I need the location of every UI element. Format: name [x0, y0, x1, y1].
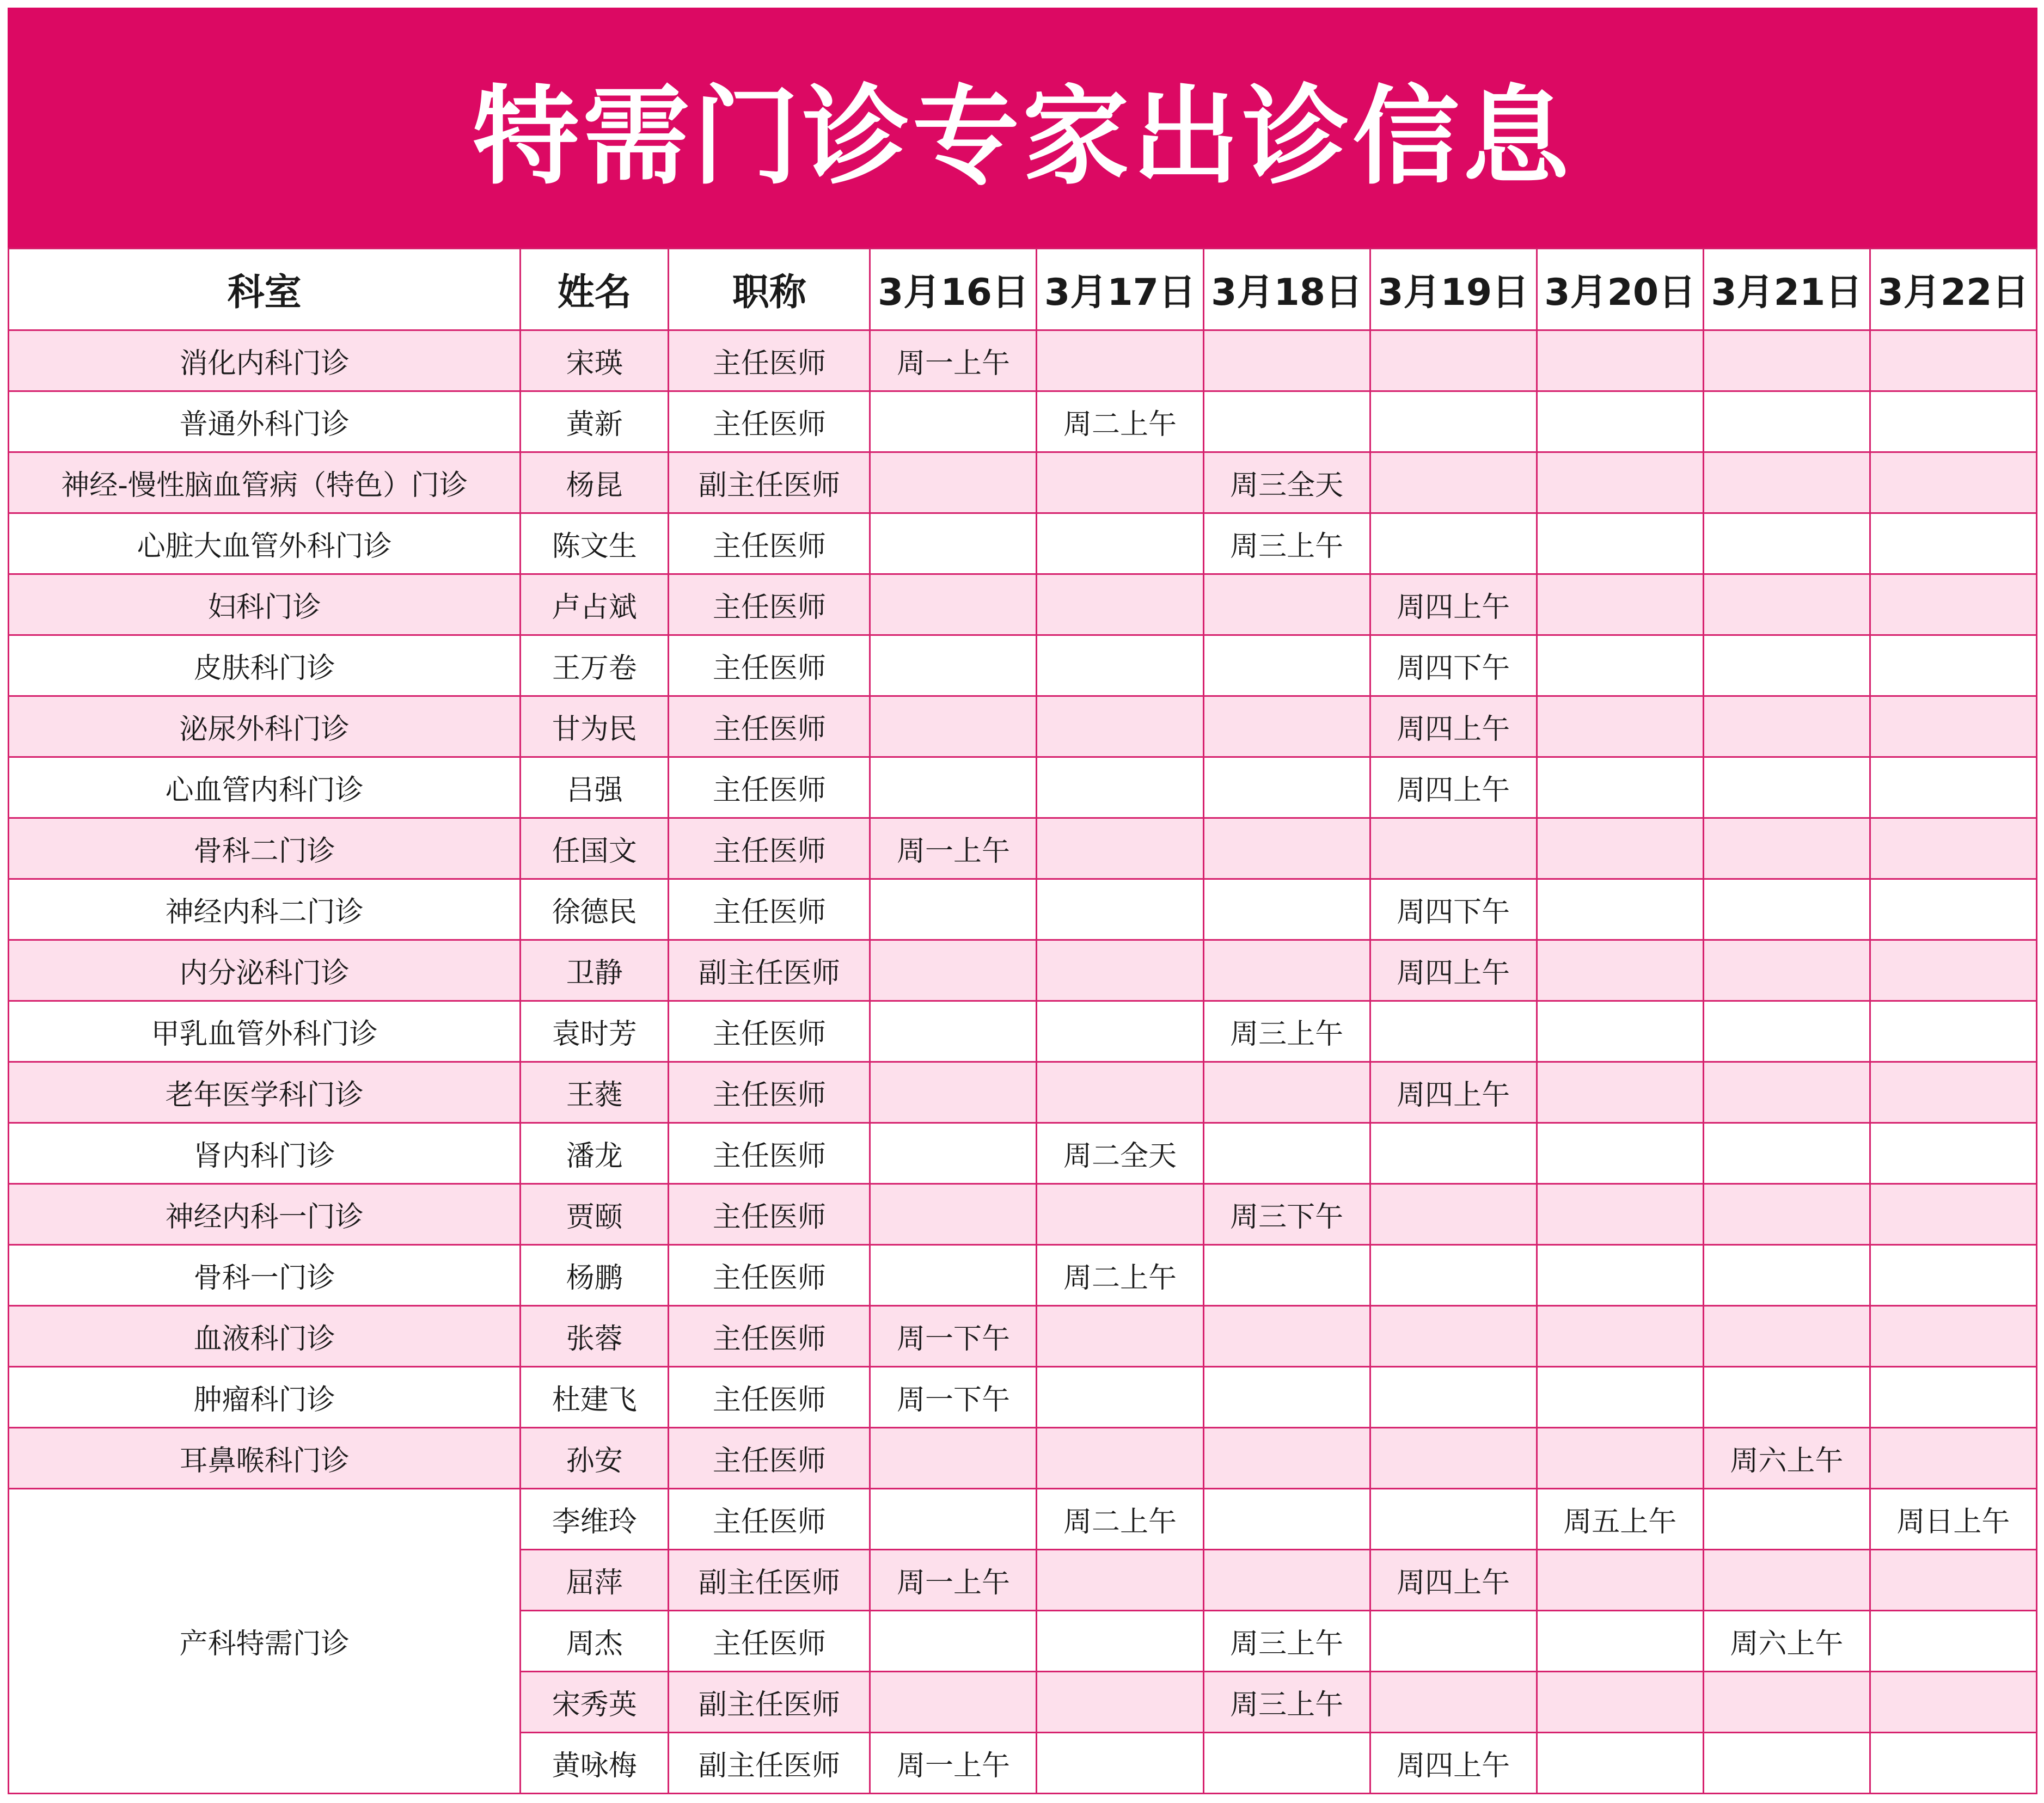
doctor-name-cell: 黄新 — [521, 391, 669, 452]
schedule-cell — [1703, 757, 1870, 818]
doctor-title-cell: 副主任医师 — [669, 1733, 870, 1794]
doctor-title-cell: 主任医师 — [669, 391, 870, 452]
schedule-cell — [1537, 1611, 1703, 1672]
schedule-cell — [1037, 1428, 1203, 1489]
schedule-cell: 周三上午 — [1203, 513, 1370, 574]
dept-cell: 耳鼻喉科门诊 — [9, 1428, 521, 1489]
schedule-cell — [870, 940, 1037, 1001]
schedule-cell: 周一下午 — [870, 1367, 1037, 1428]
schedule-cell — [1037, 1672, 1203, 1733]
schedule-cell — [1037, 1001, 1203, 1062]
header-title: 职称 — [669, 249, 870, 330]
doctor-name-cell: 杜建飞 — [521, 1367, 669, 1428]
doctor-name-cell: 李维玲 — [521, 1489, 669, 1550]
schedule-cell — [1370, 1245, 1537, 1306]
schedule-cell — [870, 391, 1037, 452]
dept-cell: 血液科门诊 — [9, 1306, 521, 1367]
doctor-title-cell: 副主任医师 — [669, 452, 870, 513]
schedule-cell — [1370, 1306, 1537, 1367]
table-row — [9, 391, 2037, 452]
schedule-cell — [1370, 818, 1537, 879]
schedule-cell — [870, 1123, 1037, 1184]
schedule-cell — [1870, 1306, 2036, 1367]
doctor-title-cell: 主任医师 — [669, 1428, 870, 1489]
dept-cell: 妇科门诊 — [9, 574, 521, 635]
table-row — [9, 1123, 2037, 1184]
schedule-cell — [1703, 940, 1870, 1001]
table-row — [9, 1489, 2037, 1550]
schedule-cell — [1870, 574, 2036, 635]
schedule-cell — [1870, 696, 2036, 757]
schedule-cell — [1703, 1489, 1870, 1550]
schedule-cell — [1037, 1184, 1203, 1245]
schedule-cell — [1703, 1306, 1870, 1367]
doctor-title-cell: 主任医师 — [669, 513, 870, 574]
schedule-cell — [870, 452, 1037, 513]
schedule-cell — [1037, 1367, 1203, 1428]
schedule-cell — [1703, 818, 1870, 879]
schedule-cell — [1870, 1550, 2036, 1611]
schedule-cell — [1703, 1184, 1870, 1245]
header-date: 3月16日 — [870, 249, 1037, 330]
schedule-cell — [870, 1611, 1037, 1672]
schedule-cell: 周六上午 — [1703, 1611, 1870, 1672]
schedule-cell — [1203, 1550, 1370, 1611]
dept-cell: 心血管内科门诊 — [9, 757, 521, 818]
table-row — [9, 940, 2037, 1001]
schedule-cell — [1537, 1672, 1703, 1733]
schedule-cell: 周三上午 — [1203, 1672, 1370, 1733]
schedule-cell — [1370, 330, 1537, 391]
doctor-title-cell: 主任医师 — [669, 1611, 870, 1672]
schedule-cell — [1870, 1001, 2036, 1062]
schedule-cell — [1037, 574, 1203, 635]
schedule-cell — [1037, 452, 1203, 513]
schedule-cell — [1370, 1611, 1537, 1672]
schedule-cell: 周一上午 — [870, 1550, 1037, 1611]
doctor-name-cell: 屈萍 — [521, 1550, 669, 1611]
doctor-title-cell: 副主任医师 — [669, 940, 870, 1001]
schedule-cell — [1703, 635, 1870, 696]
dept-cell: 神经-慢性脑血管病（特色）门诊 — [9, 452, 521, 513]
schedule-cell — [1703, 1672, 1870, 1733]
table-row — [9, 1245, 2037, 1306]
dept-cell: 神经内科二门诊 — [9, 879, 521, 940]
table-row — [9, 574, 2037, 635]
schedule-cell — [1370, 513, 1537, 574]
schedule-cell — [1203, 1428, 1370, 1489]
page-title: 特需门诊专家出诊信息 — [472, 75, 1572, 199]
schedule-cell: 周四上午 — [1370, 1062, 1537, 1123]
doctor-name-cell: 宋瑛 — [521, 330, 669, 391]
schedule-cell: 周二上午 — [1037, 1489, 1203, 1550]
dept-cell: 内分泌科门诊 — [9, 940, 521, 1001]
schedule-cell — [1870, 1428, 2036, 1489]
schedule-cell — [1703, 1001, 1870, 1062]
doctor-name-cell: 袁时芳 — [521, 1001, 669, 1062]
schedule-cell — [1537, 391, 1703, 452]
schedule-cell — [1870, 1184, 2036, 1245]
schedule-cell: 周三下午 — [1203, 1184, 1370, 1245]
schedule-cell — [1370, 1428, 1537, 1489]
schedule-cell — [1537, 1123, 1703, 1184]
schedule-cell: 周日上午 — [1870, 1489, 2036, 1550]
header-date: 3月20日 — [1537, 249, 1703, 330]
doctor-title-cell: 主任医师 — [669, 1184, 870, 1245]
doctor-title-cell: 副主任医师 — [669, 1550, 870, 1611]
schedule-cell: 周五上午 — [1537, 1489, 1703, 1550]
doctor-name-cell: 杨鹏 — [521, 1245, 669, 1306]
doctor-title-cell: 主任医师 — [669, 757, 870, 818]
schedule-cell — [1537, 818, 1703, 879]
schedule-cell — [1037, 1733, 1203, 1794]
schedule-cell — [1370, 1367, 1537, 1428]
doctor-name-cell: 周杰 — [521, 1611, 669, 1672]
schedule-cell — [1037, 330, 1203, 391]
schedule-cell — [1870, 940, 2036, 1001]
schedule-cell — [870, 1489, 1037, 1550]
table-row — [9, 1184, 2037, 1245]
schedule-cell — [1203, 574, 1370, 635]
doctor-name-cell: 甘为民 — [521, 696, 669, 757]
schedule-cell — [1537, 1428, 1703, 1489]
dept-cell: 消化内科门诊 — [9, 330, 521, 391]
schedule-cell: 周四上午 — [1370, 940, 1537, 1001]
schedule-cell — [1203, 696, 1370, 757]
schedule-cell — [1370, 452, 1537, 513]
schedule-cell — [1537, 330, 1703, 391]
schedule-cell — [1537, 1733, 1703, 1794]
schedule-cell — [1203, 1367, 1370, 1428]
schedule-cell — [1870, 635, 2036, 696]
dept-cell: 泌尿外科门诊 — [9, 696, 521, 757]
dept-cell: 神经内科一门诊 — [9, 1184, 521, 1245]
schedule-cell — [870, 574, 1037, 635]
doctor-title-cell: 主任医师 — [669, 879, 870, 940]
schedule-cell — [1037, 1550, 1203, 1611]
table-row — [9, 1306, 2037, 1367]
doctor-name-cell: 王蕤 — [521, 1062, 669, 1123]
schedule-cell — [1703, 1062, 1870, 1123]
schedule-cell — [1870, 757, 2036, 818]
schedule-cell — [1203, 1733, 1370, 1794]
table-row — [9, 330, 2037, 391]
schedule-cell — [1037, 757, 1203, 818]
table-row — [9, 757, 2037, 818]
schedule-cell — [1037, 696, 1203, 757]
schedule-cell: 周一上午 — [870, 330, 1037, 391]
doctor-name-cell: 任国文 — [521, 818, 669, 879]
doctor-name-cell: 贾颐 — [521, 1184, 669, 1245]
doctor-title-cell: 副主任医师 — [669, 1672, 870, 1733]
schedule-cell — [1203, 391, 1370, 452]
schedule-cell — [1037, 1062, 1203, 1123]
schedule-cell — [1537, 1062, 1703, 1123]
schedule-cell — [870, 1428, 1037, 1489]
schedule-cell: 周四上午 — [1370, 1733, 1537, 1794]
doctor-name-cell: 宋秀英 — [521, 1672, 669, 1733]
schedule-cell: 周三全天 — [1203, 452, 1370, 513]
schedule-cell — [870, 1001, 1037, 1062]
schedule-cell — [1537, 757, 1703, 818]
doctor-title-cell: 主任医师 — [669, 818, 870, 879]
schedule-cell — [870, 1184, 1037, 1245]
schedule-cell — [1203, 1245, 1370, 1306]
doctor-name-cell: 陈文生 — [521, 513, 669, 574]
schedule-cell — [1870, 1062, 2036, 1123]
schedule-cell — [870, 1062, 1037, 1123]
schedule-cell — [1537, 1367, 1703, 1428]
schedule-cell — [1370, 1672, 1537, 1733]
dept-cell-merged: 产科特需门诊 — [9, 1489, 521, 1794]
doctor-title-cell: 主任医师 — [669, 1245, 870, 1306]
schedule-cell — [1537, 1550, 1703, 1611]
schedule-cell — [870, 757, 1037, 818]
header-name: 姓名 — [521, 249, 669, 330]
schedule-cell — [1203, 879, 1370, 940]
schedule-cell — [1703, 330, 1870, 391]
schedule-cell — [1537, 1245, 1703, 1306]
header-date: 3月17日 — [1037, 249, 1203, 330]
schedule-cell — [1537, 452, 1703, 513]
table-row — [9, 635, 2037, 696]
schedule-cell: 周四下午 — [1370, 879, 1537, 940]
title-banner — [8, 8, 2037, 248]
schedule-cell: 周四下午 — [1370, 635, 1537, 696]
table-row — [9, 818, 2037, 879]
doctor-name-cell: 黄咏梅 — [521, 1733, 669, 1794]
doctor-title-cell: 主任医师 — [669, 696, 870, 757]
header-date: 3月18日 — [1203, 249, 1370, 330]
dept-cell: 肾内科门诊 — [9, 1123, 521, 1184]
schedule-cell: 周四上午 — [1370, 757, 1537, 818]
schedule-table — [8, 248, 2037, 1794]
schedule-cell — [1037, 513, 1203, 574]
schedule-cell — [1370, 391, 1537, 452]
schedule-cell — [1703, 1733, 1870, 1794]
schedule-cell — [1870, 1611, 2036, 1672]
schedule-cell — [1037, 818, 1203, 879]
schedule-cell — [1037, 1306, 1203, 1367]
schedule-cell — [1870, 1123, 2036, 1184]
doctor-title-cell: 主任医师 — [669, 574, 870, 635]
schedule-cell: 周一上午 — [870, 1733, 1037, 1794]
schedule-cell — [1703, 879, 1870, 940]
table-row — [9, 1062, 2037, 1123]
doctor-name-cell: 王万卷 — [521, 635, 669, 696]
doctor-name-cell: 潘龙 — [521, 1123, 669, 1184]
doctor-name-cell: 孙安 — [521, 1428, 669, 1489]
schedule-cell — [1703, 1245, 1870, 1306]
doctor-title-cell: 主任医师 — [669, 1123, 870, 1184]
schedule-cell — [1203, 757, 1370, 818]
schedule-cell — [1203, 1062, 1370, 1123]
schedule-cell — [1037, 879, 1203, 940]
schedule-cell — [1537, 879, 1703, 940]
dept-cell: 心脏大血管外科门诊 — [9, 513, 521, 574]
doctor-name-cell: 杨昆 — [521, 452, 669, 513]
doctor-title-cell: 主任医师 — [669, 1489, 870, 1550]
schedule-cell — [1370, 1123, 1537, 1184]
schedule-cell: 周二上午 — [1037, 1245, 1203, 1306]
schedule-cell — [1870, 513, 2036, 574]
schedule-cell — [1537, 513, 1703, 574]
dept-cell: 甲乳血管外科门诊 — [9, 1001, 521, 1062]
doctor-name-cell: 张蓉 — [521, 1306, 669, 1367]
schedule-cell — [1870, 452, 2036, 513]
schedule-cell — [1537, 1001, 1703, 1062]
schedule-cell: 周一上午 — [870, 818, 1037, 879]
schedule-cell: 周三上午 — [1203, 1001, 1370, 1062]
schedule-cell — [1037, 940, 1203, 1001]
schedule-cell: 周三上午 — [1203, 1611, 1370, 1672]
schedule-cell — [870, 513, 1037, 574]
schedule-cell: 周六上午 — [1703, 1428, 1870, 1489]
schedule-cell — [1203, 1306, 1370, 1367]
schedule-cell — [1537, 1306, 1703, 1367]
schedule-cell — [1703, 1550, 1870, 1611]
doctor-title-cell: 主任医师 — [669, 1001, 870, 1062]
table-row — [9, 452, 2037, 513]
schedule-cell: 周二全天 — [1037, 1123, 1203, 1184]
doctor-name-cell: 卫静 — [521, 940, 669, 1001]
dept-cell: 老年医学科门诊 — [9, 1062, 521, 1123]
header-row — [9, 249, 2037, 330]
schedule-cell — [1203, 1489, 1370, 1550]
schedule-cell — [1703, 513, 1870, 574]
schedule-cell — [870, 696, 1037, 757]
schedule-cell — [870, 1245, 1037, 1306]
schedule-cell — [1870, 1367, 2036, 1428]
schedule-cell — [1537, 574, 1703, 635]
schedule-cell — [1203, 940, 1370, 1001]
schedule-cell — [1870, 391, 2036, 452]
schedule-cell — [1703, 1123, 1870, 1184]
schedule-cell — [1037, 635, 1203, 696]
dept-cell: 骨科一门诊 — [9, 1245, 521, 1306]
table-row — [9, 879, 2037, 940]
doctor-name-cell: 吕强 — [521, 757, 669, 818]
schedule-cell — [1203, 1123, 1370, 1184]
schedule-cell: 周四上午 — [1370, 696, 1537, 757]
schedule-cell — [1870, 330, 2036, 391]
table-row — [9, 696, 2037, 757]
doctor-title-cell: 主任医师 — [669, 330, 870, 391]
schedule-cell — [1703, 452, 1870, 513]
doctor-title-cell: 主任医师 — [669, 1367, 870, 1428]
header-date: 3月21日 — [1703, 249, 1870, 330]
schedule-cell — [1870, 818, 2036, 879]
schedule-cell — [1703, 1367, 1870, 1428]
table-row — [9, 513, 2037, 574]
schedule-cell — [1370, 1001, 1537, 1062]
schedule-cell: 周二上午 — [1037, 391, 1203, 452]
schedule-cell — [870, 879, 1037, 940]
doctor-name-cell: 徐德民 — [521, 879, 669, 940]
schedule-cell — [1703, 574, 1870, 635]
schedule-cell — [1370, 1489, 1537, 1550]
schedule-cell — [1537, 940, 1703, 1001]
schedule-cell — [1203, 635, 1370, 696]
schedule-cell — [1537, 635, 1703, 696]
header-date: 3月22日 — [1870, 249, 2036, 330]
schedule-cell — [870, 635, 1037, 696]
schedule-cell — [1870, 1672, 2036, 1733]
doctor-title-cell: 主任医师 — [669, 635, 870, 696]
schedule-cell: 周一下午 — [870, 1306, 1037, 1367]
schedule-cell — [1703, 391, 1870, 452]
schedule-cell — [870, 1672, 1037, 1733]
header-dept: 科室 — [9, 249, 521, 330]
doctor-name-cell: 卢占斌 — [521, 574, 669, 635]
schedule-cell — [1870, 1733, 2036, 1794]
doctor-title-cell: 主任医师 — [669, 1062, 870, 1123]
schedule-cell — [1037, 1611, 1203, 1672]
schedule-cell — [1870, 879, 2036, 940]
schedule-cell — [1203, 330, 1370, 391]
dept-cell: 肿瘤科门诊 — [9, 1367, 521, 1428]
table-row — [9, 1001, 2037, 1062]
dept-cell: 骨科二门诊 — [9, 818, 521, 879]
doctor-title-cell: 主任医师 — [669, 1306, 870, 1367]
table-row — [9, 1428, 2037, 1489]
dept-cell: 普通外科门诊 — [9, 391, 521, 452]
schedule-cell — [1370, 1184, 1537, 1245]
schedule-cell — [1870, 1245, 2036, 1306]
schedule-cell — [1537, 696, 1703, 757]
header-date: 3月19日 — [1370, 249, 1537, 330]
table-row — [9, 1367, 2037, 1428]
schedule-cell: 周四上午 — [1370, 1550, 1537, 1611]
dept-cell: 皮肤科门诊 — [9, 635, 521, 696]
schedule-cell — [1703, 696, 1870, 757]
schedule-cell — [1537, 1184, 1703, 1245]
schedule-cell: 周四上午 — [1370, 574, 1537, 635]
schedule-cell — [1203, 818, 1370, 879]
